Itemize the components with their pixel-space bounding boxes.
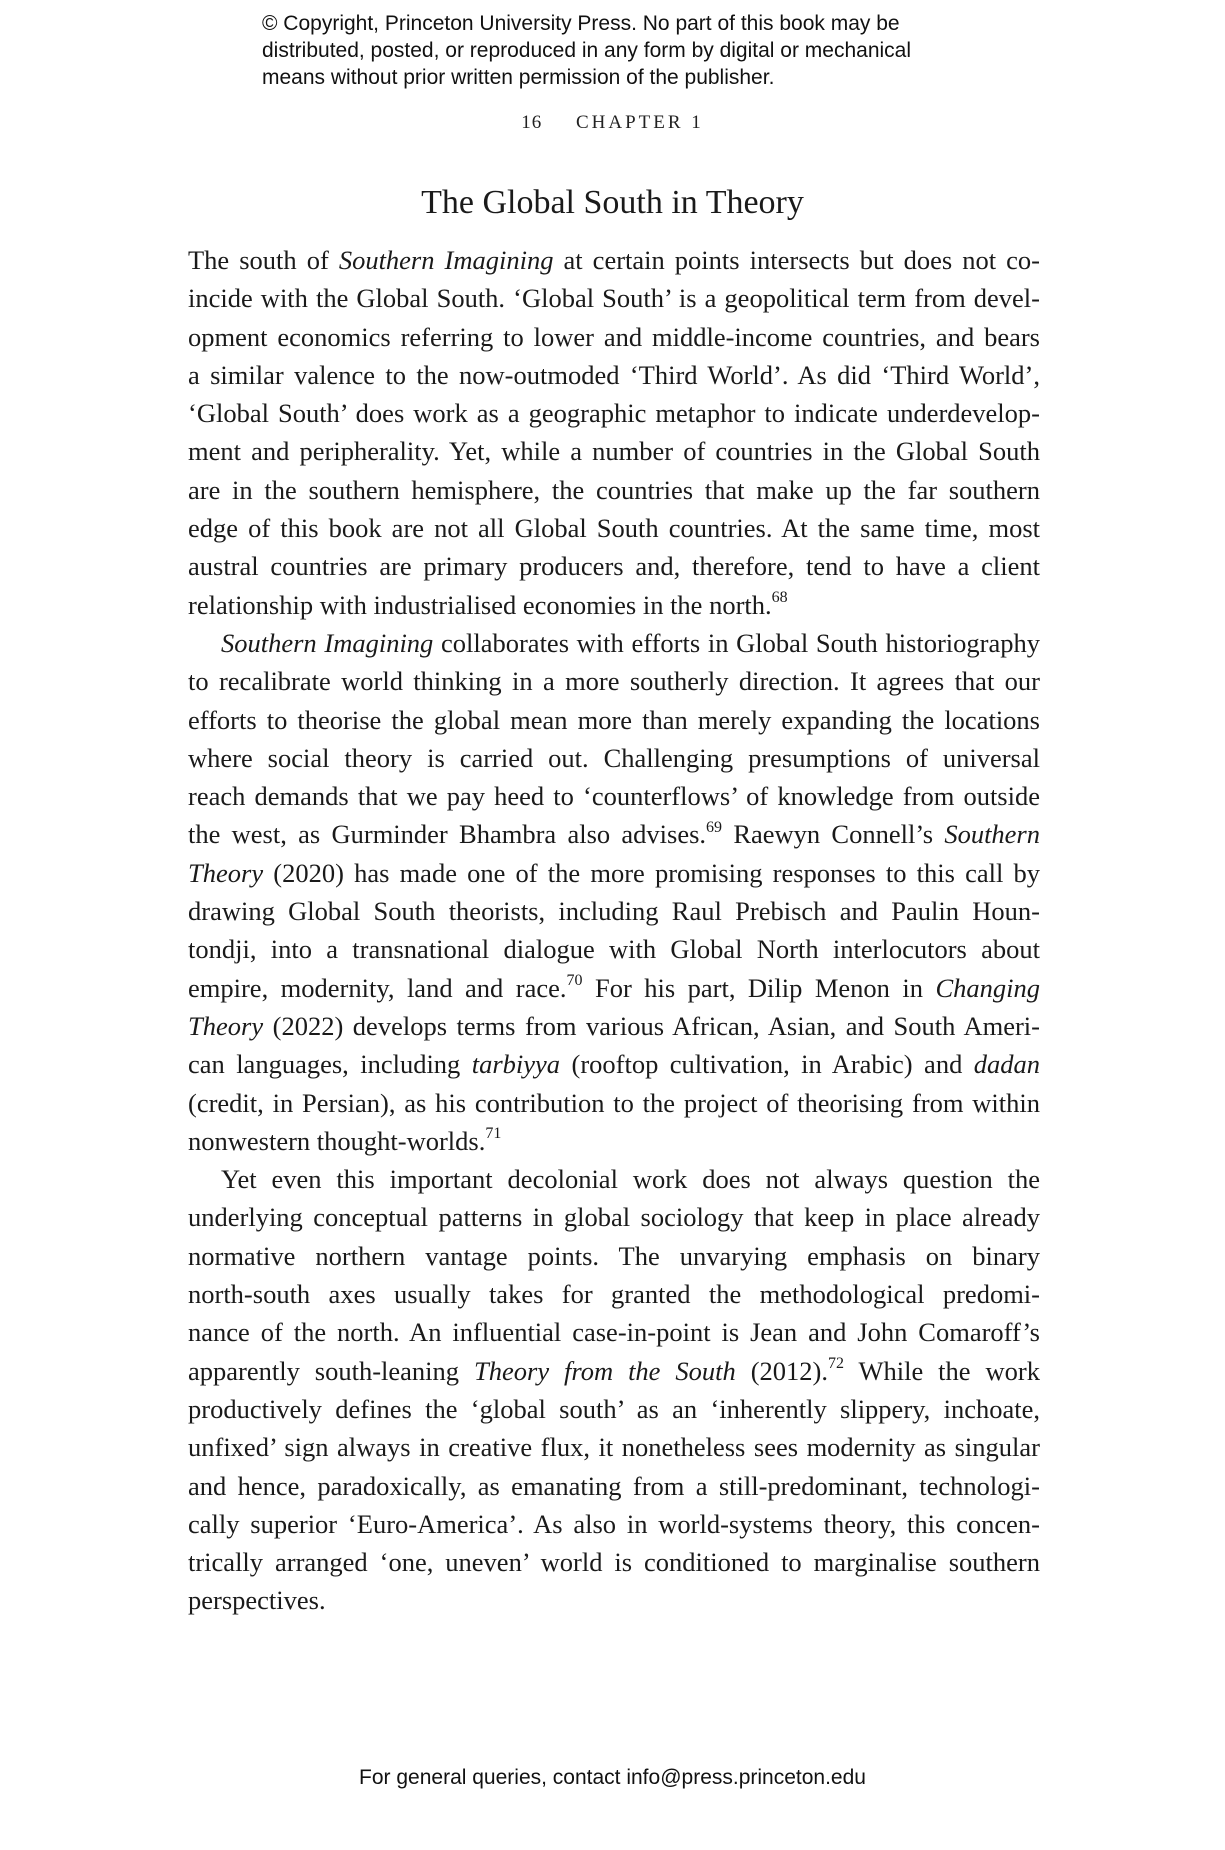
- text-line: [188, 1390, 1040, 1428]
- text-line: [188, 1505, 1040, 1543]
- text-line: [188, 1467, 1040, 1505]
- text-segment: nance of the north. An influential case-in-point is Jean and John Comaroff’s: [188, 1317, 1040, 1348]
- text-segment: trically arranged ‘one, uneven’ world is conditioned to marginalise southern: [188, 1547, 1040, 1578]
- italic-text: Changing: [935, 972, 1040, 1003]
- text-segment: unfixed’ sign always in creative flux, it nonetheless sees modernity as singular: [188, 1432, 1040, 1463]
- text-line: [188, 509, 1040, 547]
- text-segment: at certain points intersects but does not co-: [553, 245, 1040, 275]
- text-segment: collaborates with efforts in Global South historiography: [433, 627, 1041, 658]
- text-segment: perspectives.: [188, 1585, 326, 1616]
- text-segment: productively defines the ‘global south’ as an ‘inherently slippery, inchoate,: [188, 1393, 1040, 1424]
- text-line: [188, 471, 1040, 509]
- text-line: [188, 1198, 1040, 1236]
- text-line: [188, 1428, 1040, 1466]
- text-segment: (2020) has made one of the more promising responses to this call by: [263, 857, 1040, 888]
- text-segment: Raewyn Connell’s: [722, 819, 945, 850]
- text-line: [188, 662, 1040, 700]
- running-head: [0, 112, 1225, 134]
- text-segment: ment and peripherality. Yet, while a number of countries in the Global South: [188, 436, 1040, 467]
- text-line: [188, 279, 1040, 317]
- paragraph: [188, 1160, 1040, 1620]
- copyright-line: © Copyright, Princeton University Press. No part of this book may be: [262, 12, 900, 35]
- copyright-line: distributed, posted, or reproduced in any form by digital or mechanical: [262, 39, 912, 62]
- chapter-label: CHAPTER 1: [575, 112, 704, 133]
- text-line: [188, 1122, 1040, 1160]
- text-line: [188, 930, 1040, 968]
- text-segment: cally superior ‘Euro-America’. As also in world-systems theory, this concen-: [188, 1508, 1040, 1539]
- text-segment: (2012).: [735, 1355, 828, 1386]
- text-line: [188, 1313, 1040, 1351]
- footnote-ref: 69: [706, 818, 723, 836]
- italic-text: Theory: [188, 1010, 264, 1041]
- text-line: [188, 1160, 1040, 1198]
- text-line: [188, 586, 1040, 624]
- text-line: [188, 777, 1040, 815]
- text-line: [188, 1275, 1040, 1313]
- text-line: [188, 1007, 1040, 1045]
- text-segment: (rooftop cultivation, in Arabic) and: [560, 1049, 974, 1080]
- footnote-ref: 68: [771, 588, 788, 606]
- footer-contact: For general queries, contact info@press.princeton.edu: [359, 1766, 866, 1789]
- footnote-ref: 72: [828, 1354, 844, 1372]
- text-segment: normative northern vantage points. The unvarying emphasis on binary: [188, 1240, 1040, 1271]
- text-line: [188, 318, 1040, 356]
- text-segment: to recalibrate world thinking in a more southerly direction. It agrees that our: [188, 666, 1040, 697]
- text-line: [188, 1352, 1040, 1390]
- text-segment: can languages, including: [188, 1049, 472, 1080]
- italic-text: Southern Imagining: [221, 627, 434, 658]
- text-segment: edge of this book are not all Global South countries. At the same time, most: [188, 513, 1040, 544]
- text-line: [188, 356, 1040, 394]
- text-segment: (2022) develops terms from various African, Asian, and South Ameri-: [263, 1010, 1040, 1041]
- text-segment: underlying conceptual patterns in global sociology that keep in place already: [188, 1202, 1040, 1233]
- text-line: [188, 1084, 1040, 1122]
- italic-text: tarbiyya: [471, 1049, 561, 1080]
- footnote-ref: 71: [485, 1125, 502, 1142]
- text-line: [188, 547, 1040, 585]
- italic-text: dadan: [973, 1049, 1040, 1080]
- text-line: [188, 241, 1040, 279]
- text-segment: reach demands that we pay heed to ‘counterflows’ of knowledge from outside: [188, 781, 1040, 812]
- text-line: [188, 892, 1040, 930]
- section-title: The Global South in Theory: [421, 184, 804, 221]
- text-segment: empire, modernity, land and race.: [188, 972, 567, 1003]
- text-segment: efforts to theorise the global mean more than merely expanding the locations: [188, 704, 1040, 735]
- text-line: [188, 739, 1040, 777]
- text-segment: (credit, in Persian), as his contribution to the project of theorising from within: [188, 1087, 1040, 1118]
- text-segment: While the work: [844, 1355, 1040, 1386]
- text-segment: ‘Global South’ does work as a geographic metaphor to indicate underdevelop-: [188, 398, 1040, 429]
- text-segment: Yet even this important decolonial work does not always question the: [221, 1164, 1040, 1195]
- text-line: [188, 1045, 1040, 1083]
- text-line: [188, 1237, 1040, 1275]
- text-line: [188, 432, 1040, 470]
- text-line: [188, 969, 1040, 1007]
- text-segment: For his part, Dilip Menon in: [582, 972, 936, 1003]
- copyright-line: means without prior written permission of the publisher.: [262, 66, 775, 89]
- page-number: 16: [521, 112, 543, 133]
- text-segment: are in the southern hemisphere, the countries that make up the far southern: [188, 474, 1040, 505]
- footnote-ref: 70: [566, 971, 583, 989]
- text-segment: a similar valence to the now-outmoded ‘Third World’. As did ‘Third World’,: [188, 359, 1040, 390]
- text-segment: where social theory is carried out. Challenging presumptions of universal: [188, 742, 1040, 773]
- text-segment: opment economics referring to lower and middle-income countries, and bears: [188, 321, 1040, 352]
- text-segment: relationship with industrialised economies in the north.: [188, 589, 772, 620]
- italic-text: Theory: [188, 857, 264, 888]
- text-line: [188, 854, 1040, 892]
- text-segment: north-south axes usually takes for granted the methodological predomi-: [188, 1279, 1040, 1310]
- text-line: [188, 1581, 1040, 1619]
- text-segment: the west, as Gurminder Bhambra also advises.: [188, 819, 707, 850]
- italic-text: Southern Imagining: [338, 245, 554, 275]
- text-line: [188, 1543, 1040, 1581]
- text-segment: austral countries are primary producers and, therefore, tend to have a client: [188, 551, 1040, 582]
- text-segment: and hence, paradoxically, as emanating from a still-predominant, technologi-: [188, 1470, 1040, 1501]
- text-line: [188, 394, 1040, 432]
- text-segment: drawing Global South theorists, including Raul Prebisch and Paulin Houn-: [188, 896, 1040, 927]
- italic-text: Theory from the South: [474, 1355, 736, 1386]
- text-segment: tondji, into a transnational dialogue with Global North interlocutors about: [188, 934, 1040, 965]
- copyright-notice: [262, 10, 982, 91]
- text-segment: nonwestern thought-worlds.: [188, 1125, 486, 1156]
- text-segment: The south of: [188, 245, 339, 275]
- paragraph: [188, 241, 1040, 624]
- paragraph: [188, 624, 1040, 1160]
- text-line: [188, 624, 1040, 662]
- body-text: [188, 241, 1040, 1620]
- text-segment: apparently south-leaning: [188, 1355, 474, 1386]
- text-line: [188, 815, 1040, 853]
- text-segment: incide with the Global South. ‘Global South’ is a geopolitical term from devel-: [188, 283, 1040, 314]
- italic-text: Southern: [944, 819, 1040, 850]
- text-line: [188, 701, 1040, 739]
